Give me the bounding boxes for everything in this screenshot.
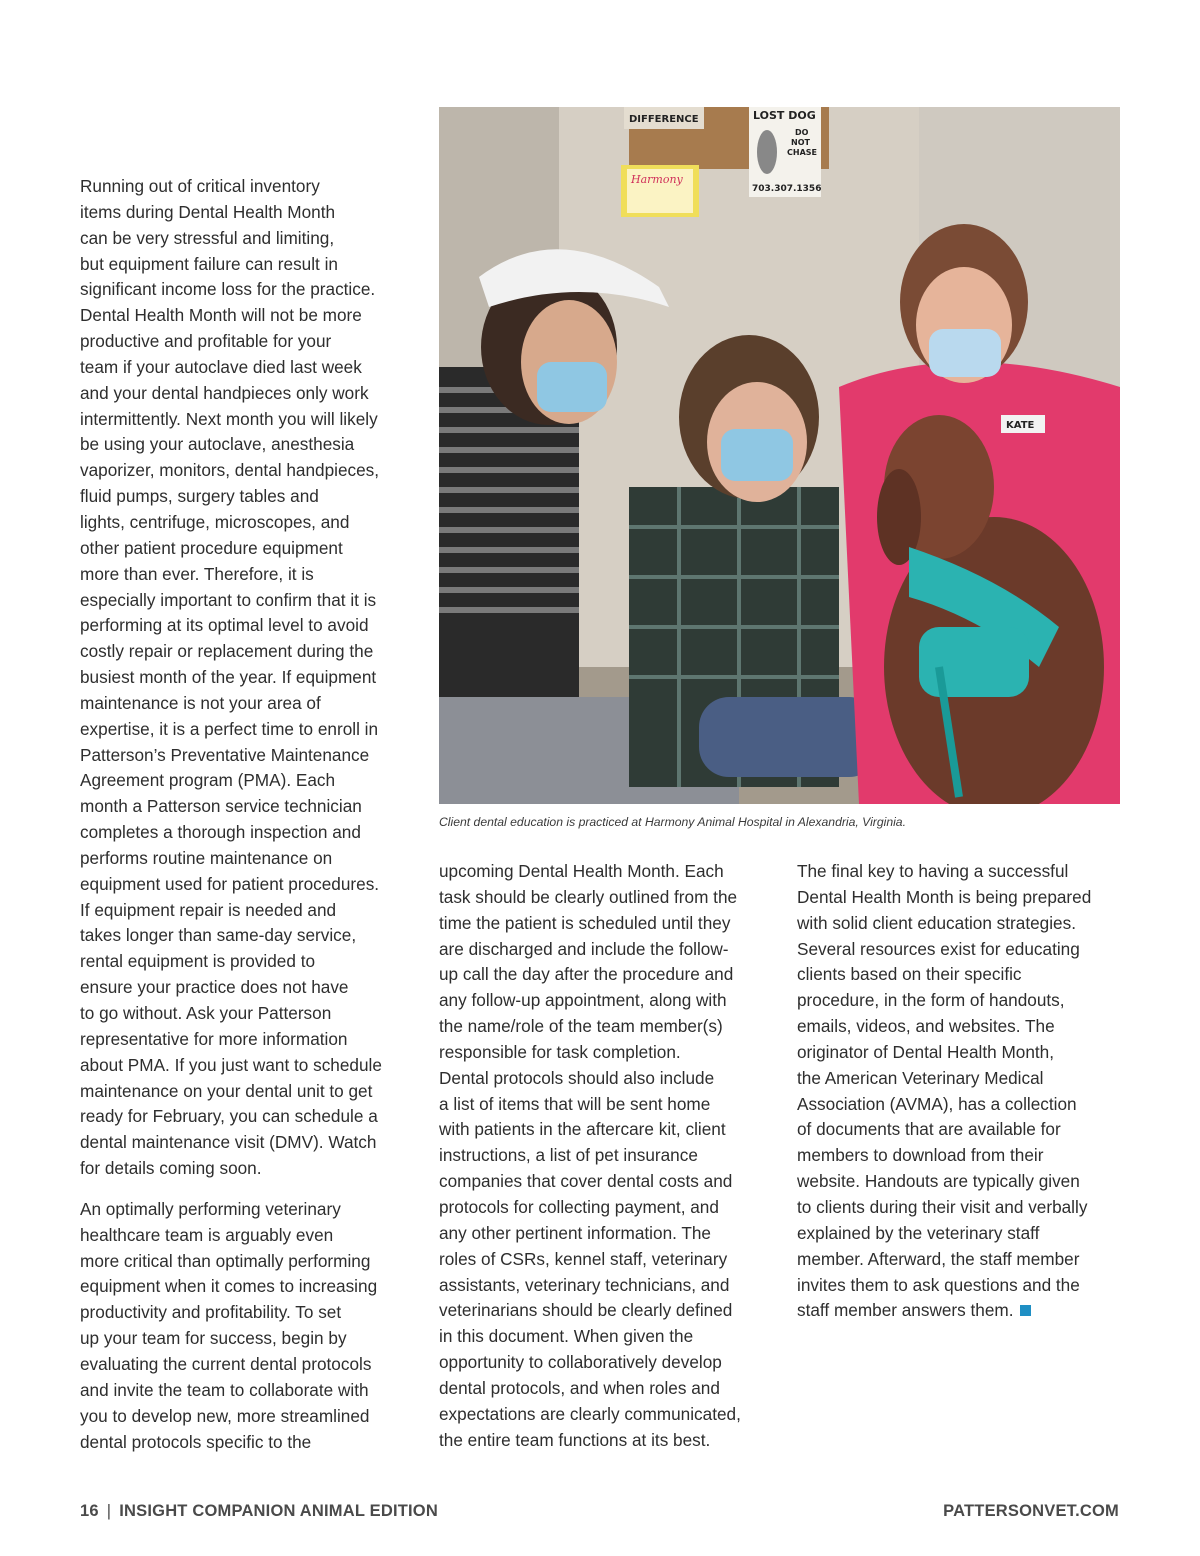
sign-difference: [624, 107, 704, 129]
article-paragraph-text: The final key to having a successful Dental Health Month is being prepared with solid client education strategies. Several resources exist for educating clients based on their specific procedure, in the form of handouts, emails, videos, and websites. The originator of Dental Health Month, the American Veterinary Medical Association (AVMA), has a collection of documents that are available for members to download from their website. Handouts are typically given to clients during their visit and verbally explained by the veterinary staff member. Afterward, the staff member invites them to ask questions and the staff member answers them.: [797, 861, 1092, 1321]
photo-caption: Client dental education is practiced at Harmony Animal Hospital in Alexandria, Virginia.: [439, 815, 906, 829]
face-mask: [537, 362, 607, 412]
website-link[interactable]: PATTERSONVET.COM: [943, 1502, 1119, 1520]
svg-text:703.307.1356: 703.307.1356: [752, 184, 822, 194]
svg-text:CHASE: CHASE: [787, 148, 817, 157]
publication-title: INSIGHT COMPANION ANIMAL EDITION: [119, 1502, 438, 1520]
article-photo: [439, 107, 1120, 804]
footer-left: [80, 1502, 438, 1521]
sign-harmony: [621, 165, 699, 217]
svg-text:DIFFERENCE: DIFFERENCE: [629, 114, 699, 125]
svg-text:Harmony: Harmony: [631, 173, 683, 186]
article-paragraph: [797, 859, 1133, 1324]
article-column-3: [797, 859, 1133, 1324]
article-paragraph: Running out of critical inventory items during Dental Health Month can be very stressful and limiting, but equipment failure can result in significant income loss for the practice. Dental Health Month will not be more productive and profitable for your team if your autoclave died last week and your dental handpieces only work intermittently. Next month you will likely be using your autoclave, anesthesia vaporizer, monitors, dental handpieces, fluid pumps, surgery tables and lights, centrifuge, microscopes, and other patient procedure equipment more than ever. Therefore, it is especially important to confirm that it is performing at its optimal level to avoid costly repair or replacement during the busiest month of the year. If equipment maintenance is not your area of expertise, it is a perfect time to enroll in Patterson’s Preventative Maintenance Agreement program (PMA). Each month a Patterson service technician completes a thorough inspection and performs routine maintenance on equipment used for patient procedures. If equipment repair is needed and takes longer than same-day service, rental equipment is provided to ensure your practice does not have to go without. Ask your Patterson representative for more information about PMA. If you just want to schedule maintenance on your dental unit to get ready for February, you can schedule a dental maintenance visit (DMV). Watch for details coming soon.: [80, 176, 382, 1179]
svg-text:NOT: NOT: [791, 138, 810, 147]
footer-separator: |: [106, 1502, 112, 1520]
article-paragraph: upcoming Dental Health Month. Each task should be clearly outlined from the time the patient is scheduled until they are discharged and include the follow- up call the day after the procedure and any follow-up appointment, along with the name/role of the team member(s) responsible for task completion. Dental protocols should also include a list of items that will be sent home with patients in the aftercare kit, client instructions, a list of pet insurance companies that cover dental costs and protocols for collecting payment, and any other pertinent information. The roles of CSRs, kennel staff, veterinary assistants, veterinary technicians, and veterinarians should be clearly defined in this document. When given the opportunity to collaboratively develop dental protocols, and when roles and expectations are clearly communicated, the entire team functions at its best.: [439, 861, 741, 1450]
svg-text:LOST DOG: LOST DOG: [753, 109, 816, 122]
svg-text:DO: DO: [795, 128, 809, 137]
end-of-article-icon: [1020, 1305, 1031, 1316]
article-column-1: [80, 174, 416, 1455]
face-mask: [721, 429, 793, 481]
photo-illustration: [439, 107, 1120, 804]
face-mask: [929, 329, 1001, 377]
svg-text:KATE: KATE: [1006, 420, 1035, 431]
article-column-2: [439, 859, 775, 1453]
page-number: 16: [80, 1502, 99, 1520]
article-paragraph: An optimally performing veterinary healthcare team is arguably even more critical than optimally performing equipment when it comes to increasing productivity and profitability. To set up your team for success, begin by evaluating the current dental protocols and invite the team to collaborate with you to develop new, more streamlined dental protocols specific to the: [80, 1198, 378, 1452]
sign-lost-dog: [749, 107, 821, 197]
